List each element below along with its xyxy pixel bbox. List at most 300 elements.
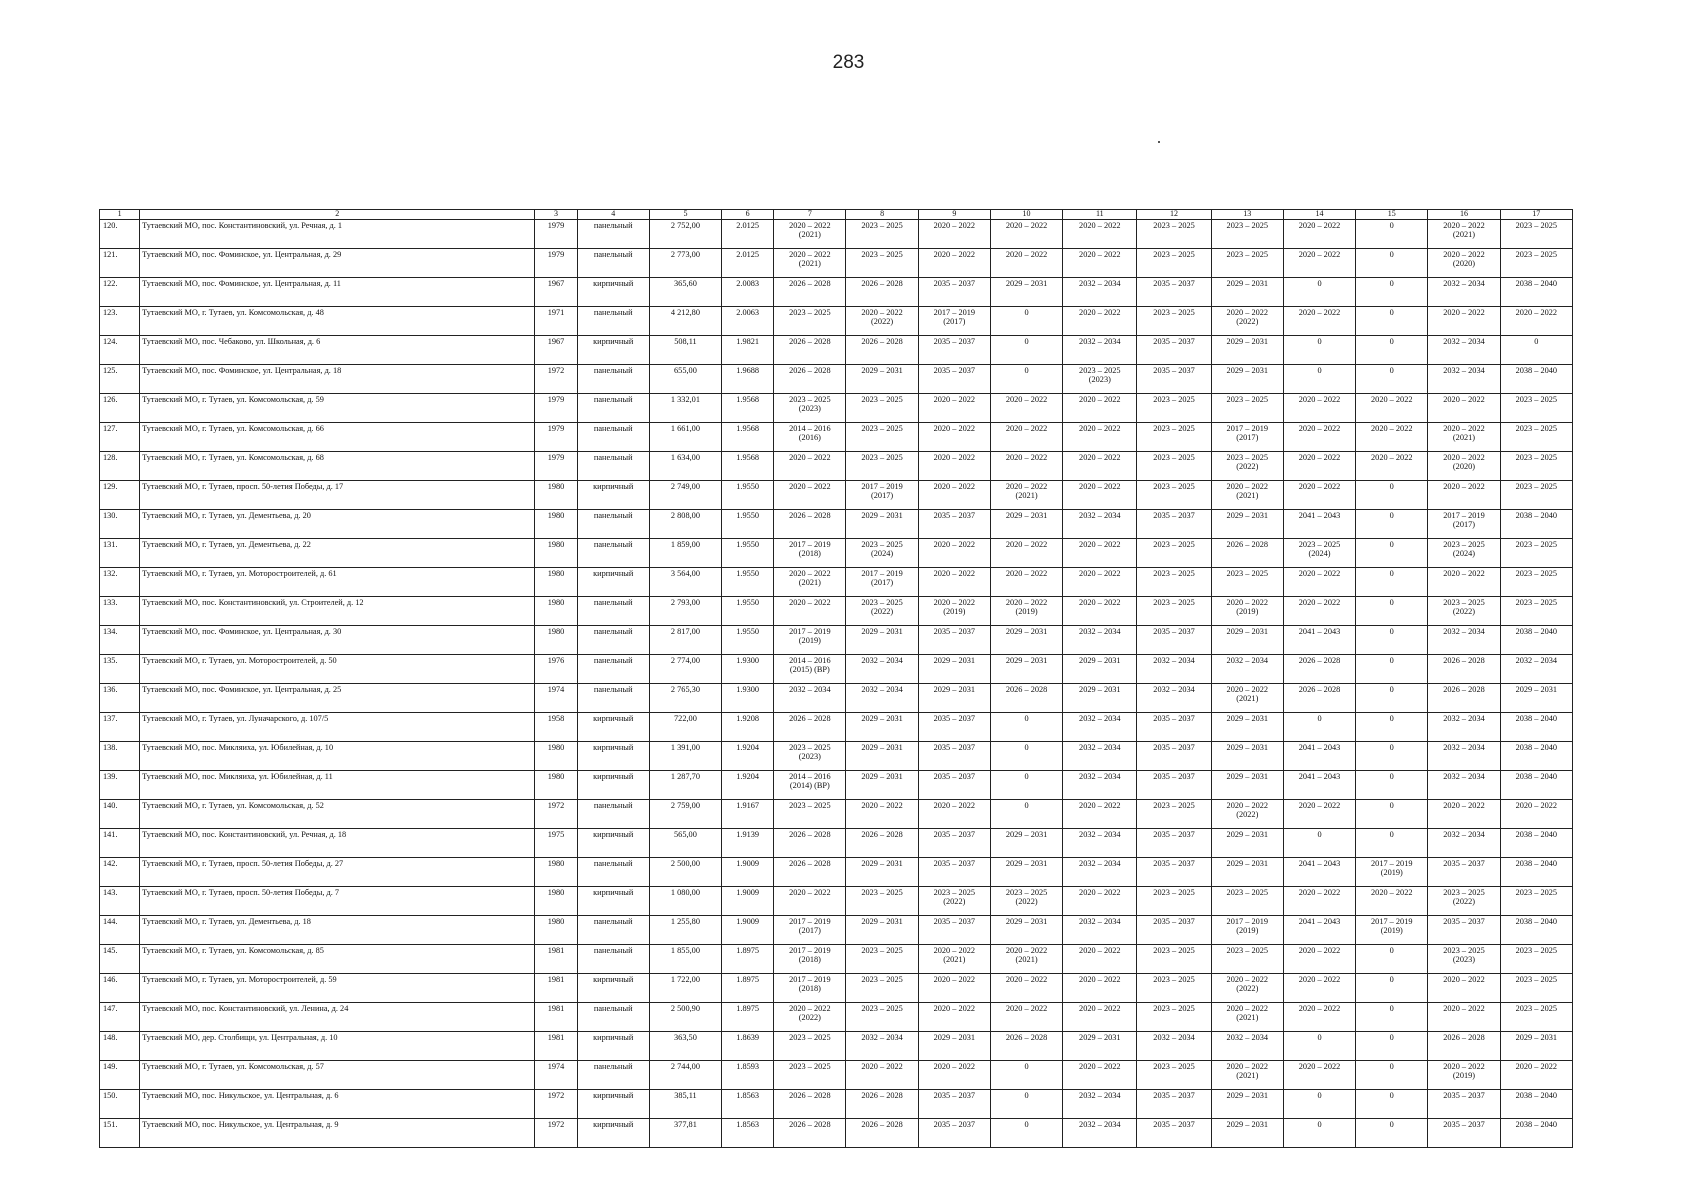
table-cell: 2020 – 2022 [918, 220, 990, 249]
table-cell: 0 [1356, 800, 1428, 829]
table-cell: 2032 – 2034 [1428, 365, 1500, 394]
table-cell: 2017 – 2019 (2019) [1211, 916, 1283, 945]
table-cell: 2 500,00 [649, 858, 721, 887]
table-cell: 2020 – 2022 [774, 597, 846, 626]
table-cell: 2038 – 2040 [1500, 713, 1572, 742]
table-cell: 2020 – 2022 (2022) [774, 1003, 846, 1032]
address-cell: Тутаевский МО, пос. Константиновский, ул. Ленина, д. 24 [140, 1003, 535, 1032]
table-cell: 2.0125 [722, 220, 774, 249]
table-cell: 2032 – 2034 [1428, 742, 1500, 771]
column-header: 3 [535, 210, 577, 220]
table-cell: 1979 [535, 249, 577, 278]
column-header: 7 [774, 210, 846, 220]
table-cell: 2023 – 2025 (2022) [1428, 887, 1500, 916]
table-cell: 2020 – 2022 [1063, 1061, 1137, 1090]
table-cell: 2020 – 2022 [1356, 887, 1428, 916]
table-cell: 2020 – 2022 (2021) [1211, 481, 1283, 510]
table-cell: 2029 – 2031 [846, 742, 918, 771]
table-cell: 2029 – 2031 [846, 365, 918, 394]
row-number-cell: 138. [100, 742, 140, 771]
row-number-cell: 121. [100, 249, 140, 278]
address-cell: Тутаевский МО, дер. Столбищи, ул. Центральная, д. 10 [140, 1032, 535, 1061]
address-cell: Тутаевский МО, пос. Никульское, ул. Центральная, д. 9 [140, 1119, 535, 1148]
table-cell: 2035 – 2037 [1137, 771, 1211, 800]
table-cell: 2023 – 2025 (2022) [1211, 452, 1283, 481]
table-cell: 2029 – 2031 [1211, 1119, 1283, 1148]
table-cell: 1.9167 [722, 800, 774, 829]
table-cell: 2023 – 2025 [1137, 974, 1211, 1003]
table-row [100, 713, 1573, 742]
table-cell: 2020 – 2022 [918, 249, 990, 278]
table-cell: 2020 – 2022 (2021) [1428, 423, 1500, 452]
table-cell: 2029 – 2031 [1211, 771, 1283, 800]
table-cell: 2020 – 2022 [918, 539, 990, 568]
table-cell: 2023 – 2025 (2022) [990, 887, 1062, 916]
table-cell: 2026 – 2028 [846, 336, 918, 365]
column-header: 1 [100, 210, 140, 220]
table-cell: 1.8975 [722, 945, 774, 974]
table-cell: 2023 – 2025 [1137, 597, 1211, 626]
table-cell: 1 255,80 [649, 916, 721, 945]
table-cell: 2020 – 2022 [1283, 887, 1355, 916]
table-row [100, 916, 1573, 945]
table-cell: 2029 – 2031 [1211, 336, 1283, 365]
table-cell: 2032 – 2034 [1211, 655, 1283, 684]
table-cell: 2020 – 2022 [990, 249, 1062, 278]
row-number-cell: 137. [100, 713, 140, 742]
table-cell: панельный [577, 365, 649, 394]
table-cell: 2038 – 2040 [1500, 771, 1572, 800]
table-cell: 2017 – 2019 (2019) [774, 626, 846, 655]
table-cell: 2020 – 2022 (2021) [990, 481, 1062, 510]
table-cell: 2032 – 2034 [1063, 829, 1137, 858]
table-cell: 1.8639 [722, 1032, 774, 1061]
table-cell: 2020 – 2022 [846, 800, 918, 829]
table-cell: 2041 – 2043 [1283, 510, 1355, 539]
row-number-cell: 125. [100, 365, 140, 394]
table-cell: 2032 – 2034 [1063, 742, 1137, 771]
table-cell: 1 661,00 [649, 423, 721, 452]
table-cell: 2035 – 2037 [1428, 916, 1500, 945]
table-cell: 2023 – 2025 [1137, 539, 1211, 568]
table-cell: 0 [990, 307, 1062, 336]
table-cell: 2035 – 2037 [918, 365, 990, 394]
row-number-cell: 128. [100, 452, 140, 481]
table-cell: 2020 – 2022 (2021) [1211, 684, 1283, 713]
table-cell: 2023 – 2025 [1500, 539, 1572, 568]
table-cell: кирпичный [577, 481, 649, 510]
table-cell: 2029 – 2031 [1500, 1032, 1572, 1061]
table-cell: 2032 – 2034 [1063, 858, 1137, 887]
table-cell: 2023 – 2025 [1500, 1003, 1572, 1032]
table-cell: 2020 – 2022 [1063, 597, 1137, 626]
table-cell: панельный [577, 858, 649, 887]
table-cell: 2032 – 2034 [1063, 510, 1137, 539]
table-cell: 1981 [535, 1032, 577, 1061]
table-cell: 2038 – 2040 [1500, 278, 1572, 307]
table-cell: кирпичный [577, 278, 649, 307]
table-cell: 2020 – 2022 [1428, 800, 1500, 829]
table-cell: панельный [577, 220, 649, 249]
row-number-cell: 151. [100, 1119, 140, 1148]
table-row [100, 684, 1573, 713]
column-header: 16 [1428, 210, 1500, 220]
table-cell: 2035 – 2037 [1137, 916, 1211, 945]
table-cell: 2029 – 2031 [1211, 829, 1283, 858]
table-cell: 2023 – 2025 [1211, 249, 1283, 278]
table-cell: 508,11 [649, 336, 721, 365]
row-number-cell: 148. [100, 1032, 140, 1061]
buildings-table [99, 209, 1573, 1148]
table-cell: 2023 – 2025 [774, 800, 846, 829]
table-cell: 2029 – 2031 [990, 858, 1062, 887]
table-row [100, 307, 1573, 336]
table-cell: 2020 – 2022 [918, 394, 990, 423]
table-cell: 2017 – 2019 (2017) [846, 481, 918, 510]
table-cell: 2041 – 2043 [1283, 858, 1355, 887]
table-row [100, 336, 1573, 365]
table-cell: 2035 – 2037 [1137, 742, 1211, 771]
table-row [100, 858, 1573, 887]
table-cell: 2017 – 2019 (2017) [774, 916, 846, 945]
table-cell: 2038 – 2040 [1500, 916, 1572, 945]
table-cell: кирпичный [577, 771, 649, 800]
table-cell: 2035 – 2037 [918, 510, 990, 539]
table-cell: 2023 – 2025 (2023) [774, 394, 846, 423]
table-cell: 2020 – 2022 [1283, 220, 1355, 249]
table-cell: 1967 [535, 336, 577, 365]
table-cell: 2032 – 2034 [1500, 655, 1572, 684]
table-cell: 2023 – 2025 [1500, 974, 1572, 1003]
table-row [100, 655, 1573, 684]
table-cell: 2038 – 2040 [1500, 829, 1572, 858]
table-row [100, 1061, 1573, 1090]
table-cell: панельный [577, 539, 649, 568]
table-cell: 1.9550 [722, 626, 774, 655]
table-cell: 2029 – 2031 [1063, 684, 1137, 713]
table-cell: 0 [990, 336, 1062, 365]
address-cell: Тутаевский МО, пос. Никульское, ул. Центральная, д. 6 [140, 1090, 535, 1119]
table-cell: 2023 – 2025 [1137, 394, 1211, 423]
table-cell: 2026 – 2028 [774, 713, 846, 742]
row-number-cell: 142. [100, 858, 140, 887]
table-cell: 2026 – 2028 [846, 278, 918, 307]
table-cell: 2035 – 2037 [1137, 365, 1211, 394]
table-cell: 0 [1356, 945, 1428, 974]
table-cell: 2020 – 2022 (2021) [774, 220, 846, 249]
table-cell: 2 759,00 [649, 800, 721, 829]
table-cell: 2029 – 2031 [1211, 858, 1283, 887]
address-cell: Тутаевский МО, г. Тутаев, ул. Комсомольская, д. 52 [140, 800, 535, 829]
table-cell: 2020 – 2022 [1063, 249, 1137, 278]
address-cell: Тутаевский МО, пос. Фоминское, ул. Центральная, д. 30 [140, 626, 535, 655]
table-cell: 1.8975 [722, 1003, 774, 1032]
table-body [100, 210, 1573, 1148]
table-cell: 2020 – 2022 [846, 1061, 918, 1090]
table-cell: 2026 – 2028 [774, 510, 846, 539]
table-cell: 2035 – 2037 [918, 916, 990, 945]
table-cell: 2020 – 2022 [918, 1061, 990, 1090]
table-row [100, 974, 1573, 1003]
table-cell: 2020 – 2022 [918, 481, 990, 510]
table-cell: 2023 – 2025 [846, 423, 918, 452]
table-cell: 2023 – 2025 [1211, 887, 1283, 916]
table-cell: 2020 – 2022 [1063, 481, 1137, 510]
table-cell: 2038 – 2040 [1500, 742, 1572, 771]
table-cell: 2026 – 2028 [774, 858, 846, 887]
table-cell: 2023 – 2025 [1137, 307, 1211, 336]
table-cell: 4 212,80 [649, 307, 721, 336]
table-cell: 2023 – 2025 [846, 945, 918, 974]
table-cell: 2.0083 [722, 278, 774, 307]
table-row [100, 626, 1573, 655]
table-cell: 2020 – 2022 (2021) [990, 945, 1062, 974]
table-cell: 2020 – 2022 [1283, 307, 1355, 336]
table-cell: 2023 – 2025 [1137, 1061, 1211, 1090]
table-cell: 2029 – 2031 [1211, 365, 1283, 394]
table-cell: 2020 – 2022 [1063, 423, 1137, 452]
row-number-cell: 122. [100, 278, 140, 307]
table-cell: 1972 [535, 1119, 577, 1148]
table-cell: 2020 – 2022 [1428, 394, 1500, 423]
table-cell: 1979 [535, 394, 577, 423]
table-cell: 2023 – 2025 [1137, 568, 1211, 597]
table-cell: 2 817,00 [649, 626, 721, 655]
table-cell: 1972 [535, 800, 577, 829]
table-cell: 2023 – 2025 [1211, 220, 1283, 249]
table-cell: 2023 – 2025 [774, 307, 846, 336]
table-cell: панельный [577, 684, 649, 713]
table-cell: 2029 – 2031 [918, 1032, 990, 1061]
table-cell: 2017 – 2019 (2018) [774, 945, 846, 974]
table-cell: 2020 – 2022 [1063, 220, 1137, 249]
table-cell: 0 [1356, 1061, 1428, 1090]
table-cell: 2029 – 2031 [990, 510, 1062, 539]
table-cell: 2035 – 2037 [918, 713, 990, 742]
table-cell: 0 [1356, 684, 1428, 713]
table-cell: 2020 – 2022 [918, 568, 990, 597]
table-cell: 2020 – 2022 [918, 974, 990, 1003]
row-number-cell: 129. [100, 481, 140, 510]
table-cell: 0 [1356, 1003, 1428, 1032]
address-cell: Тутаевский МО, г. Тутаев, ул. Моторостроителей, д. 61 [140, 568, 535, 597]
table-cell: 1.9550 [722, 568, 774, 597]
table-cell: 2029 – 2031 [918, 655, 990, 684]
table-cell: панельный [577, 1003, 649, 1032]
table-cell: 1.9821 [722, 336, 774, 365]
table-cell: 2020 – 2022 [1428, 568, 1500, 597]
table-cell: 2017 – 2019 (2018) [774, 539, 846, 568]
table-cell: 2032 – 2034 [1063, 771, 1137, 800]
table-cell: 2026 – 2028 [846, 1119, 918, 1148]
table-cell: 2032 – 2034 [1428, 626, 1500, 655]
table-cell: кирпичный [577, 742, 649, 771]
table-row [100, 394, 1573, 423]
table-cell: 2029 – 2031 [1211, 742, 1283, 771]
table-cell: 1958 [535, 713, 577, 742]
table-row [100, 568, 1573, 597]
row-number-cell: 123. [100, 307, 140, 336]
table-cell: 1972 [535, 365, 577, 394]
table-cell: 1980 [535, 481, 577, 510]
row-number-cell: 127. [100, 423, 140, 452]
table-cell: 0 [990, 800, 1062, 829]
table-cell: кирпичный [577, 829, 649, 858]
table-cell: 2041 – 2043 [1283, 771, 1355, 800]
table-cell: 1.9550 [722, 481, 774, 510]
table-cell: 0 [1356, 742, 1428, 771]
table-cell: 2.0125 [722, 249, 774, 278]
table-cell: 2020 – 2022 [1063, 394, 1137, 423]
table-cell: 1.9550 [722, 539, 774, 568]
table-cell: 0 [1356, 626, 1428, 655]
table-cell: 2035 – 2037 [1428, 1090, 1500, 1119]
table-cell: 2029 – 2031 [990, 626, 1062, 655]
table-cell: 2017 – 2019 (2019) [1356, 916, 1428, 945]
table-cell: 0 [1356, 278, 1428, 307]
table-cell: 0 [1356, 1032, 1428, 1061]
table-cell: 2026 – 2028 [1283, 684, 1355, 713]
address-cell: Тутаевский МО, г. Тутаев, ул. Комсомольская, д. 66 [140, 423, 535, 452]
table-cell: 2023 – 2025 [1137, 887, 1211, 916]
column-header: 6 [722, 210, 774, 220]
table-cell: 2029 – 2031 [1211, 713, 1283, 742]
table-cell: 2032 – 2034 [1063, 1119, 1137, 1148]
column-header: 14 [1283, 210, 1355, 220]
row-number-cell: 126. [100, 394, 140, 423]
table-cell: 2023 – 2025 [1211, 394, 1283, 423]
table-cell: 2032 – 2034 [1211, 1032, 1283, 1061]
table-cell: 0 [990, 771, 1062, 800]
table-cell: 1980 [535, 858, 577, 887]
table-cell: 1979 [535, 423, 577, 452]
table-cell: 2023 – 2025 (2022) [846, 597, 918, 626]
table-cell: 2 773,00 [649, 249, 721, 278]
table-cell: 2038 – 2040 [1500, 365, 1572, 394]
row-number-cell: 150. [100, 1090, 140, 1119]
table-cell: 655,00 [649, 365, 721, 394]
table-cell: 0 [990, 365, 1062, 394]
row-number-cell: 120. [100, 220, 140, 249]
table-cell: 2032 – 2034 [1428, 278, 1500, 307]
table-cell: 0 [1283, 1090, 1355, 1119]
table-cell: 2023 – 2025 [1500, 249, 1572, 278]
column-header: 9 [918, 210, 990, 220]
table-cell: 2020 – 2022 [1063, 945, 1137, 974]
table-cell: 2029 – 2031 [846, 771, 918, 800]
table-cell: 0 [990, 742, 1062, 771]
table-cell: 2023 – 2025 [846, 887, 918, 916]
table-cell: 2038 – 2040 [1500, 510, 1572, 539]
table-cell: 1.9568 [722, 452, 774, 481]
table-cell: 2023 – 2025 [1211, 568, 1283, 597]
table-cell: 2020 – 2022 [1283, 1003, 1355, 1032]
table-row [100, 481, 1573, 510]
table-cell: 377,81 [649, 1119, 721, 1148]
table-row [100, 742, 1573, 771]
table-cell: 2029 – 2031 [918, 684, 990, 713]
table-cell: 1980 [535, 771, 577, 800]
table-cell: 0 [1356, 829, 1428, 858]
table-cell: 2020 – 2022 (2022) [1211, 974, 1283, 1003]
table-cell: 0 [1283, 829, 1355, 858]
table-cell: 2023 – 2025 [846, 220, 918, 249]
table-cell: 1.9208 [722, 713, 774, 742]
table-cell: 2041 – 2043 [1283, 916, 1355, 945]
table-cell: 2020 – 2022 [1428, 481, 1500, 510]
table-cell: 2035 – 2037 [1428, 858, 1500, 887]
table-cell: 2026 – 2028 [774, 829, 846, 858]
table-cell: 2023 – 2025 [846, 974, 918, 1003]
table-cell: 1 722,00 [649, 974, 721, 1003]
table-cell: 2029 – 2031 [846, 916, 918, 945]
table-cell: 2020 – 2022 (2019) [1211, 597, 1283, 626]
table-cell: 2023 – 2025 [1500, 452, 1572, 481]
table-row [100, 771, 1573, 800]
table-cell: 2020 – 2022 (2019) [990, 597, 1062, 626]
row-number-cell: 133. [100, 597, 140, 626]
table-cell: кирпичный [577, 713, 649, 742]
table-cell: 2020 – 2022 [774, 481, 846, 510]
table-cell: 2029 – 2031 [1063, 1032, 1137, 1061]
table-cell: 2026 – 2028 [774, 1119, 846, 1148]
table-cell: 2 765,30 [649, 684, 721, 713]
table-cell: 2041 – 2043 [1283, 742, 1355, 771]
table-cell: 2023 – 2025 [1137, 945, 1211, 974]
page-number: 283 [832, 52, 865, 73]
table-cell: 2.0063 [722, 307, 774, 336]
table-cell: 2026 – 2028 [990, 1032, 1062, 1061]
address-cell: Тутаевский МО, г. Тутаев, ул. Комсомольская, д. 57 [140, 1061, 535, 1090]
table-cell: 2026 – 2028 [774, 278, 846, 307]
table-cell: 2 500,90 [649, 1003, 721, 1032]
table-cell: 2029 – 2031 [1211, 626, 1283, 655]
table-cell: 1.9300 [722, 655, 774, 684]
table-cell: 0 [1356, 365, 1428, 394]
table-cell: 1976 [535, 655, 577, 684]
row-number-cell: 140. [100, 800, 140, 829]
table-cell: 2029 – 2031 [1211, 510, 1283, 539]
table-cell: 2035 – 2037 [1137, 713, 1211, 742]
table-cell: 2029 – 2031 [846, 510, 918, 539]
table-cell: 0 [1500, 336, 1572, 365]
table-cell: 2020 – 2022 [1500, 307, 1572, 336]
table-cell: 0 [1356, 974, 1428, 1003]
table-cell: 2020 – 2022 (2021) [1211, 1003, 1283, 1032]
table-cell: 1.8563 [722, 1090, 774, 1119]
table-cell: 1.8563 [722, 1119, 774, 1148]
table-cell: 2020 – 2022 [990, 1003, 1062, 1032]
row-number-cell: 141. [100, 829, 140, 858]
table-cell: 2035 – 2037 [1137, 510, 1211, 539]
table-cell: 2023 – 2025 [774, 1061, 846, 1090]
table-cell: 2035 – 2037 [918, 1119, 990, 1148]
address-cell: Тутаевский МО, пос. Фоминское, ул. Центральная, д. 18 [140, 365, 535, 394]
column-header: 2 [140, 210, 535, 220]
table-cell: кирпичный [577, 1032, 649, 1061]
table-cell: 1980 [535, 887, 577, 916]
table-cell: 2032 – 2034 [1428, 771, 1500, 800]
table-cell: 2020 – 2022 [1283, 452, 1355, 481]
table-cell: 2038 – 2040 [1500, 858, 1572, 887]
table-row [100, 945, 1573, 974]
table-cell: 3 564,00 [649, 568, 721, 597]
table-cell: 2032 – 2034 [1063, 713, 1137, 742]
table-cell: 2023 – 2025 [1137, 452, 1211, 481]
table-cell: 2029 – 2031 [1211, 1090, 1283, 1119]
table-cell: 2023 – 2025 [774, 1032, 846, 1061]
table-cell: 2020 – 2022 [1500, 1061, 1572, 1090]
